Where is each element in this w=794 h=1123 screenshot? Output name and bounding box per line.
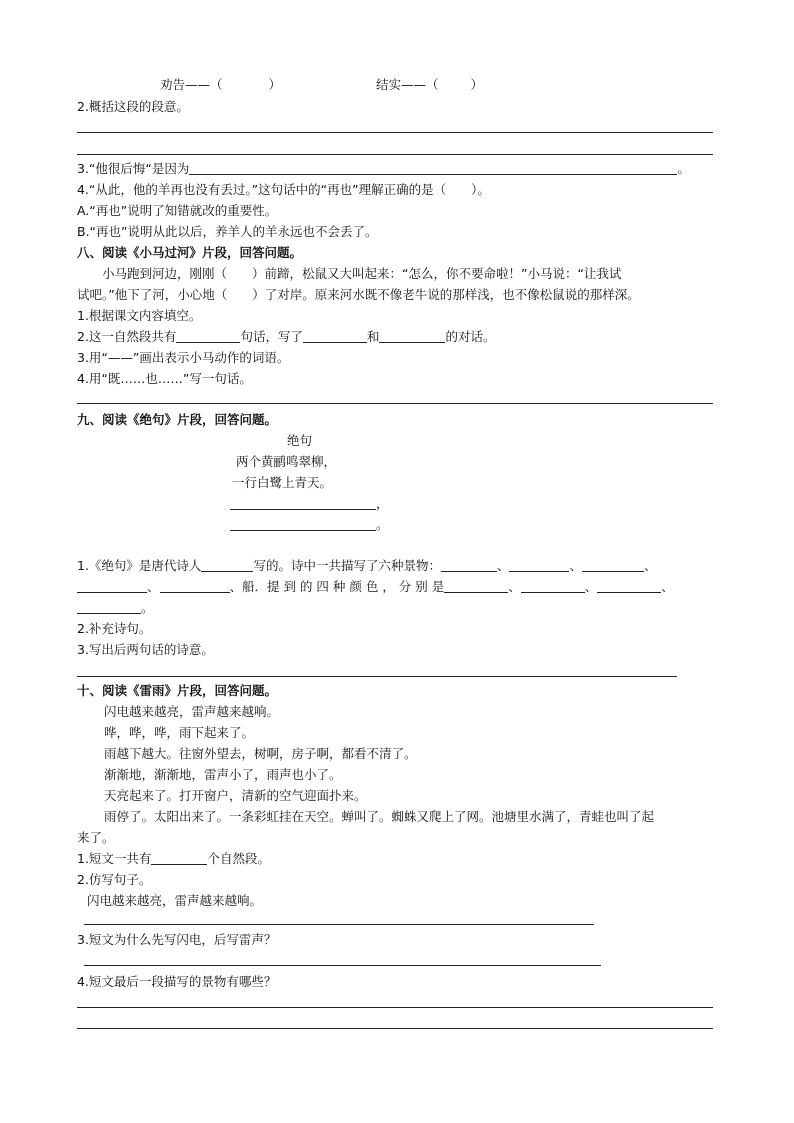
vocab-row [160, 76, 281, 94]
separator: 、 [508, 579, 521, 594]
s9-question-1-line-2 [77, 578, 674, 596]
separator: 、 [147, 579, 160, 594]
s7-question-4: 4.“从此，他的羊再也没有丢过。”这句话中的“再也”理解正确的是（ ）。 [77, 182, 490, 197]
s9-question-1-line-1 [77, 557, 657, 575]
s9-question-3: 3.写出后两句话的诗意。 [77, 642, 214, 657]
answer-line[interactable] [77, 1028, 713, 1029]
answer-line[interactable] [84, 924, 594, 925]
fill-blank[interactable] [151, 851, 207, 865]
vocab-quangao-close: ） [268, 77, 282, 92]
poem-line-4 [230, 516, 389, 534]
s10-question-4: 4.短文最后一段描写的景物有哪些？ [77, 974, 277, 989]
s9-q1-text-b: 写的。诗中一共描写了六种景物： [253, 558, 441, 573]
s8-question-2 [77, 328, 495, 346]
fill-blank[interactable] [160, 579, 230, 593]
s10-para-2: 哗，哗，哗，雨下起来了。 [104, 725, 255, 740]
fill-blank[interactable] [201, 558, 253, 572]
s8-question-4: 4.用“既……也……”写一句话。 [77, 371, 252, 386]
fill-blank[interactable] [444, 579, 508, 593]
s10-para-3: 雨越下越大。往窗外望去，树啊，房子啊，都看不清了。 [104, 746, 417, 761]
separator: 、 [496, 558, 510, 573]
s10-para-1: 闪电越来越亮，雷声越来越响。 [104, 704, 280, 719]
s7-q3-end: 。 [677, 161, 690, 176]
s7-option-b: B.“再也”说明从此以后，养羊人的羊永远也不会丢了。 [77, 224, 378, 239]
s8-question-3: 3.用“——”画出表示小马动作的词语。 [77, 350, 290, 365]
answer-line[interactable] [84, 965, 601, 966]
s10-question-3: 3.短文为什么先写闪电，后写雷声？ [77, 932, 277, 947]
fill-blank[interactable] [303, 329, 367, 343]
section-8-title: 八、阅读《小马过河》片段，回答问题。 [77, 245, 303, 260]
separator: 、 [569, 558, 582, 573]
section-9-title: 九、阅读《绝句》片段，回答问题。 [77, 412, 278, 427]
vocab-quangao-label: 劝告——（ [160, 77, 223, 92]
section-10-title: 十、阅读《雷雨》片段，回答问题。 [77, 683, 278, 698]
fill-blank[interactable] [521, 579, 585, 593]
answer-line[interactable] [77, 132, 713, 133]
separator: 、 [584, 579, 598, 594]
poem-line-1: 两个黄鹂鸣翠柳， [236, 454, 337, 469]
poem-comma: ， [376, 496, 389, 511]
vocab-row-2 [376, 76, 483, 94]
poem-line-3 [230, 495, 389, 513]
poem-period: 。 [376, 517, 389, 532]
s8-q2-text-d: 的对话。 [445, 329, 496, 344]
answer-line[interactable] [77, 403, 713, 404]
s8-question-1: 1.根据课文内容填空。 [77, 308, 202, 323]
s7-option-a: A.“再也”说明了知错就改的重要性。 [77, 203, 278, 218]
s10-question-1 [77, 850, 270, 868]
s10-example-sentence: 闪电越来越亮，雷声越来越响。 [87, 893, 263, 908]
s9-question-2: 2.补充诗句。 [77, 621, 152, 636]
fill-blank[interactable] [230, 496, 376, 510]
s7-question-2: 2.概括这段的段意。 [77, 99, 189, 114]
s8-q2-text-c: 和 [366, 329, 380, 344]
fill-blank[interactable] [441, 558, 497, 572]
separator: 、 [661, 579, 674, 594]
s10-para-5: 天亮起来了。打开窗户，清新的空气迎面扑来。 [104, 788, 367, 803]
fill-blank[interactable] [77, 600, 141, 614]
fill-blank[interactable] [379, 329, 445, 343]
poem-line-2: 一行白鹭上青天。 [232, 475, 333, 490]
fill-blank[interactable] [230, 517, 376, 531]
answer-line[interactable] [77, 1007, 713, 1008]
s7-question-3 [77, 160, 690, 178]
fill-blank[interactable] [189, 161, 677, 175]
s9-q1-text-c: 、船．提 到 的 四 种 颜 色 ， 分 别 是 [229, 579, 445, 594]
s10-q1-text-a: 1.短文一共有 [77, 851, 152, 866]
s10-para-6-line-1: 雨停了。太阳出来了。一条彩虹挂在天空。蝉叫了。蜘蛛又爬上了网。池塘里水满了，青蛙也叫了起 [104, 809, 655, 824]
s8-q2-text-a: 2.这一自然段共有 [77, 329, 177, 344]
fill-blank[interactable] [597, 579, 661, 593]
s9-q1-text-a: 1.《绝句》是唐代诗人 [77, 558, 202, 573]
s9-question-1-line-3 [77, 599, 154, 617]
answer-line[interactable] [77, 676, 677, 677]
s7-q3-text: 3.“他很后悔“是因为 [77, 161, 190, 176]
s10-para-6-line-2: 来了。 [77, 830, 115, 845]
fill-blank[interactable] [176, 329, 240, 343]
s8-q2-text-b: 句话，写了 [240, 329, 303, 344]
separator: 、 [643, 558, 657, 573]
answer-line[interactable] [77, 154, 713, 155]
fill-blank[interactable] [509, 558, 569, 572]
fill-blank[interactable] [582, 558, 644, 572]
s10-question-2: 2.仿写句子。 [77, 872, 152, 887]
s8-passage-line-1: 小马跑到河边，刚刚（ ）前蹄，松鼠又大叫起来：“怎么，你不要命啦！”小马说：“让我试 [102, 266, 622, 281]
vocab-jieshi-close: ） [470, 77, 484, 92]
s9-q1-end: 。 [141, 600, 154, 615]
s8-passage-line-2: 试吧。”他下了河，小心地（ ）了对岸。原来河水既不像老牛说的那样浅，也不像松鼠说的那样深。 [77, 287, 640, 302]
fill-blank[interactable] [77, 579, 147, 593]
s10-para-4: 渐渐地，渐渐地，雷声小了，雨声也小了。 [104, 767, 342, 782]
vocab-jieshi-label: 结实——（ [376, 77, 439, 92]
poem-title: 绝句 [287, 433, 313, 448]
s10-q1-text-b: 个自然段。 [207, 851, 270, 866]
